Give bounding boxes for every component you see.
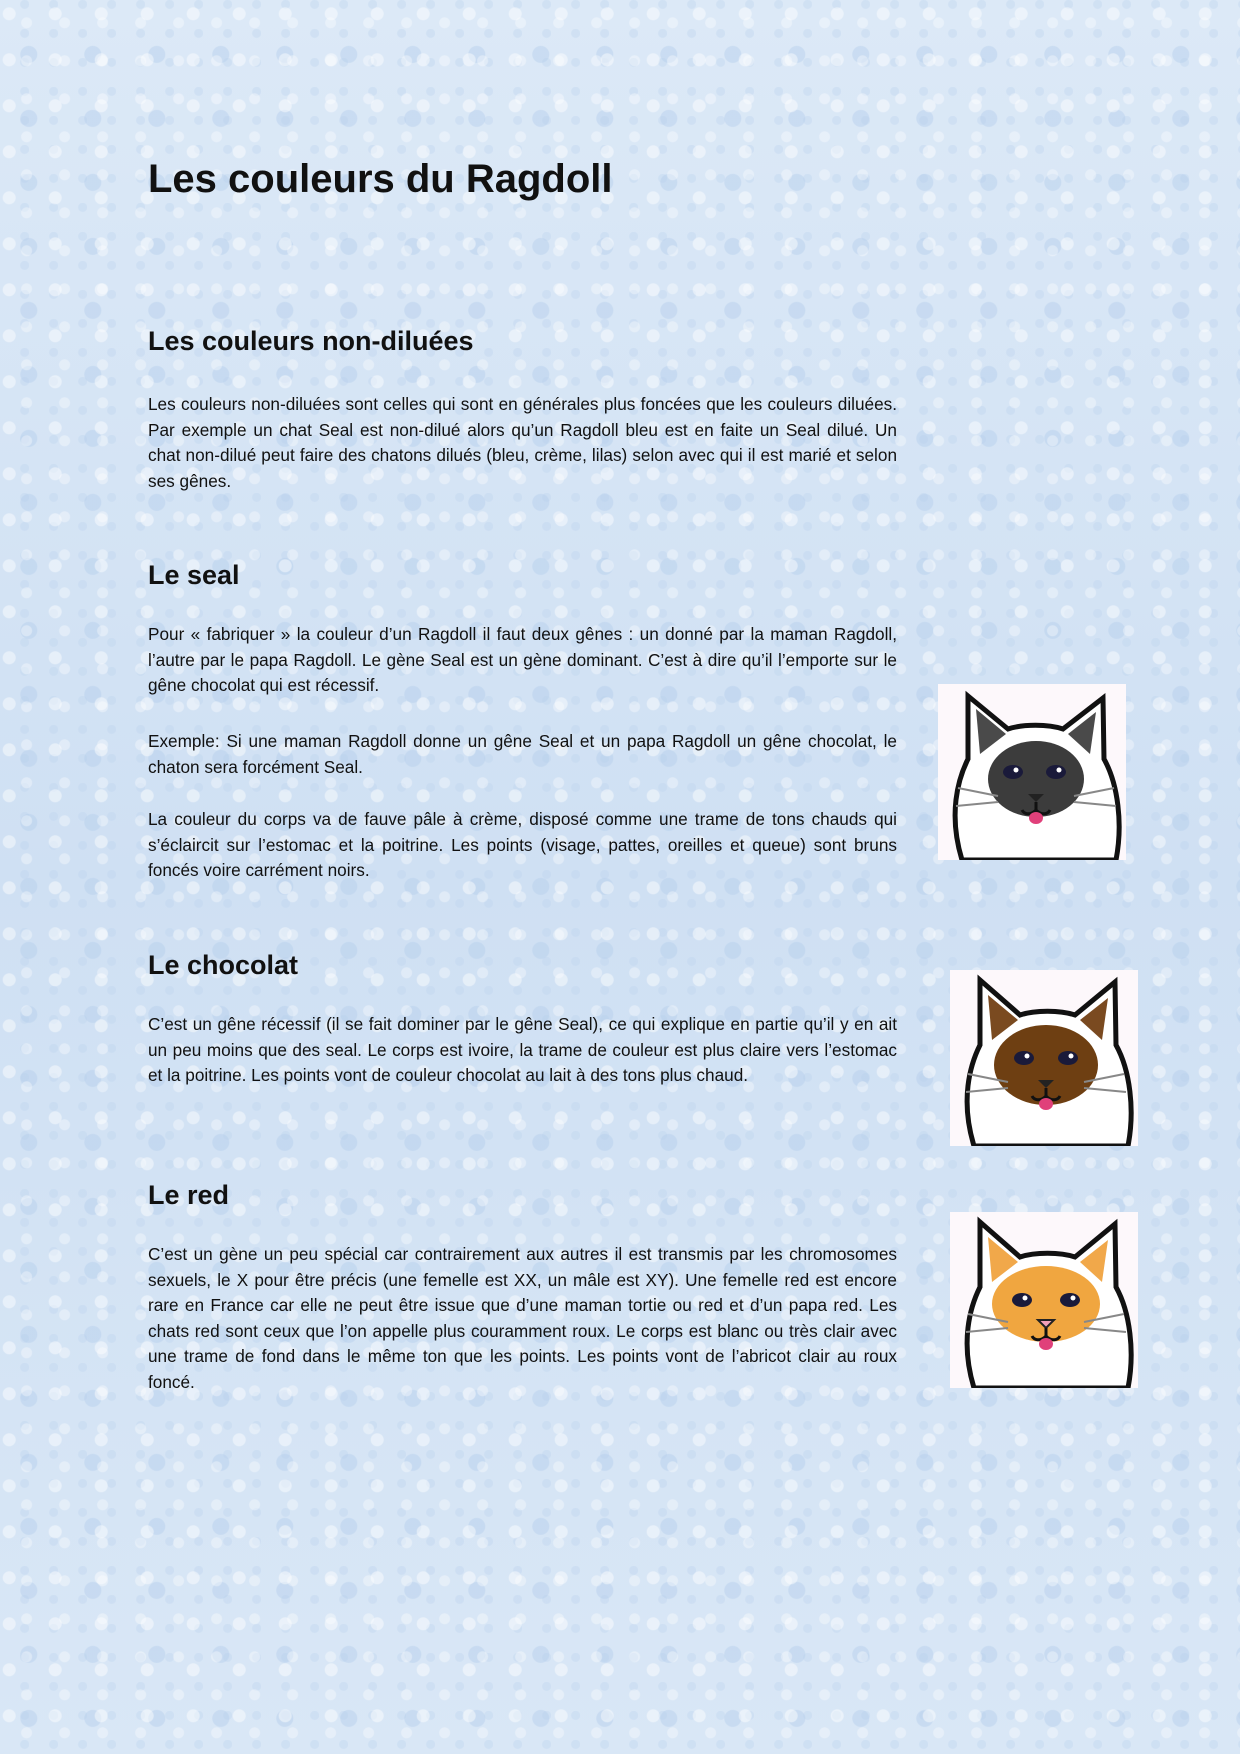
- chocolate-cat-face-icon: [950, 970, 1138, 1146]
- paragraph-red: C’est un gène un peu spécial car contrairement aux autres il est transmis par les chromosomes sexuels, le X pour être précis (une femelle est XX, un mâle est XY). Une femelle red est encore rare en France car elle ne peut être issue que d’une maman tortie ou red et d’un papa red. Les chats red sont ceux que l’on appelle plus couramment roux. Le corps est blanc ou très clair avec une trame de fond dans le même ton que les points. Les points vont de l’abricot clair au roux foncé.: [148, 1244, 897, 1392]
- paragraph-non-diluees: Les couleurs non-diluées sont celles qui sont en générales plus foncées que les couleurs diluées. Par exemple un chat Seal est non-dilué alors qu’un Ragdoll bleu est en faite un Seal dilué. Un chat non-dilué peut faire des chatons dilués (bleu, crème, lilas) selon avec qui il est marié et selon ses gênes.: [148, 394, 897, 491]
- section-heading-chocolat: Le chocolat: [148, 950, 299, 980]
- section-heading-seal: Le seal: [148, 560, 240, 590]
- seal-cat-face-icon: [938, 684, 1126, 860]
- red-cat-face-icon: [950, 1212, 1138, 1388]
- paragraph-seal-1: Pour « fabriquer » la couleur d’un Ragdoll il faut deux gênes : un donné par la maman Ragdoll, l’autre par le papa Ragdoll. Le gène Seal est un gène dominant. C’est à dire qu’il l’emporte sur le gêne chocolat qui est récessif.: [148, 624, 897, 696]
- paragraph-seal-2: Exemple: Si une maman Ragdoll donne un gêne Seal et un papa Ragdoll un gêne chocolat, le chaton sera forcément Seal.: [148, 731, 897, 777]
- page-title: Les couleurs du Ragdoll: [148, 157, 613, 201]
- section-heading-non-diluees: Les couleurs non-diluées: [148, 326, 474, 356]
- section-heading-red: Le red: [148, 1180, 230, 1210]
- paragraph-seal-3: La couleur du corps va de fauve pâle à crème, disposé comme une trame de tons chauds qui s’éclaircit sur l’estomac et la poitrine. Les points (visage, pattes, oreilles et queue) sont bruns foncés voire carrément noirs.: [148, 809, 897, 881]
- paragraph-chocolat: C’est un gêne récessif (il se fait dominer par le gêne Seal), ce qui explique en partie qu’il y en ait un peu moins que des seal. Le corps est ivoire, la trame de couleur est plus claire vers l’estomac et la poitrine. Les points vont de couleur chocolat au lait à des tons plus chaud.: [148, 1014, 897, 1086]
